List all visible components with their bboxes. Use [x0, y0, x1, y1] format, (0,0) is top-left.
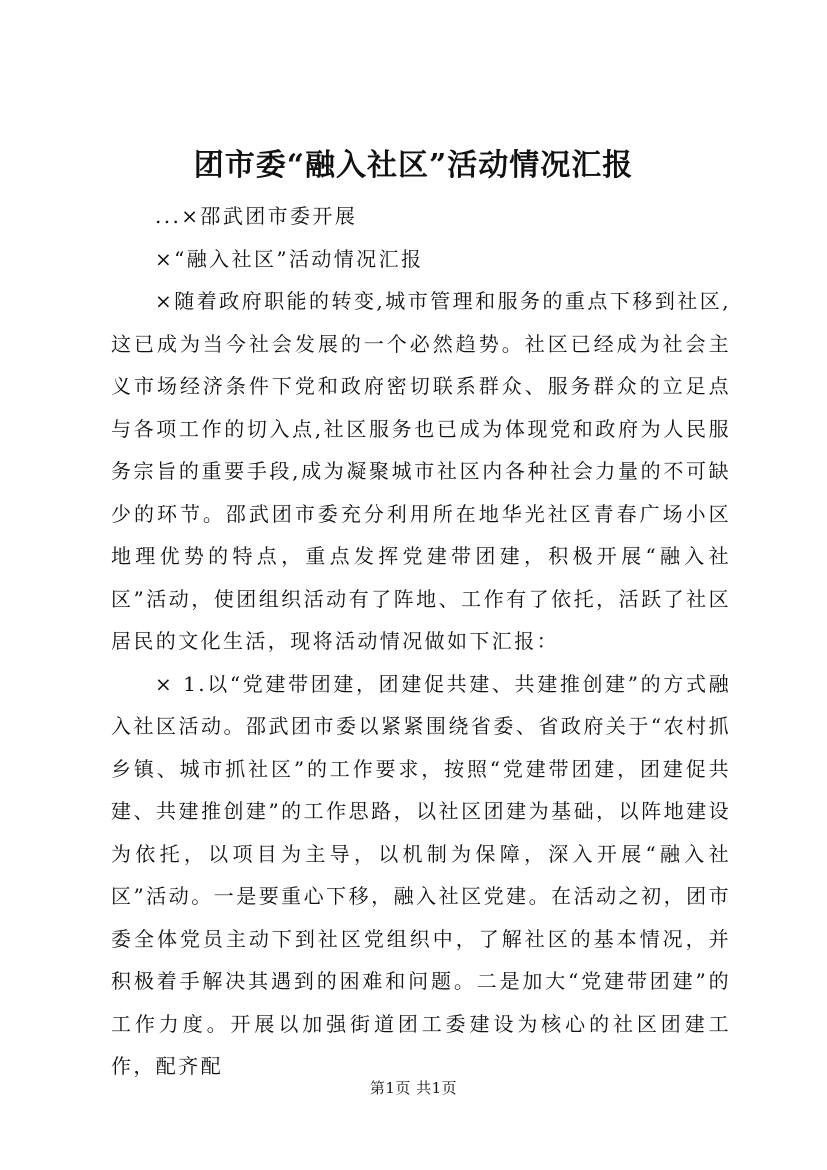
intro-line-1: ...×邵武团市委开展 — [155, 204, 358, 228]
document-title: 团市委“融入社区”活动情况汇报 — [193, 148, 634, 183]
page-footer: 第1页 共1页 — [369, 1079, 458, 1097]
document-body — [111, 195, 731, 1088]
intro-line-2: ×“融入社区”活动情况汇报 — [155, 246, 424, 271]
paragraph-section-1: × 1.以“党建带团建，团建促共建、共建推创建”的方式融入社区活动。邵武团市委以紧紧围绕省委、省政府关于“农村抓乡镇、城市抓社区”的工作要求，按照“党建带团建，团建促共建、共建推创建”的工作思路，以社区团建为基础，以阵地建设为依托，以项目为主导，以机制为保障，深入开展“融入社区”活动。一是要重心下移，融入社区党建。在活动之初，团市委全体党员主动下到社区党组织中，了解社区的基本情况，并积极着手解决其遇到的困难和问题。二是加大“党建带团建”的工作力度。开展以加强街道团工委建设为核心的社区团建工作，配齐配 — [111, 671, 731, 1078]
paragraph-background: ×随着政府职能的转变,城市管理和服务的重点下移到社区,这已成为当今社会发展的一个必然趋势。社区已经成为社会主义市场经济条件下党和政府密切联系群众、服务群众的立足点与各项工作的切入点,社区服务也已成为体现党和政府为人民服务宗旨的重要手段,成为凝聚城市社区内各种社会力量的不可缺少的环节。邵武团市委充分利用所在地华光社区青春广场小区地理优势的特点，重点发挥党建带团建，积极开展“融入社区”活动，使团组织活动有了阵地、工作有了依托，活跃了社区居民的文化生活，现将活动情况做如下汇报： — [111, 289, 731, 653]
